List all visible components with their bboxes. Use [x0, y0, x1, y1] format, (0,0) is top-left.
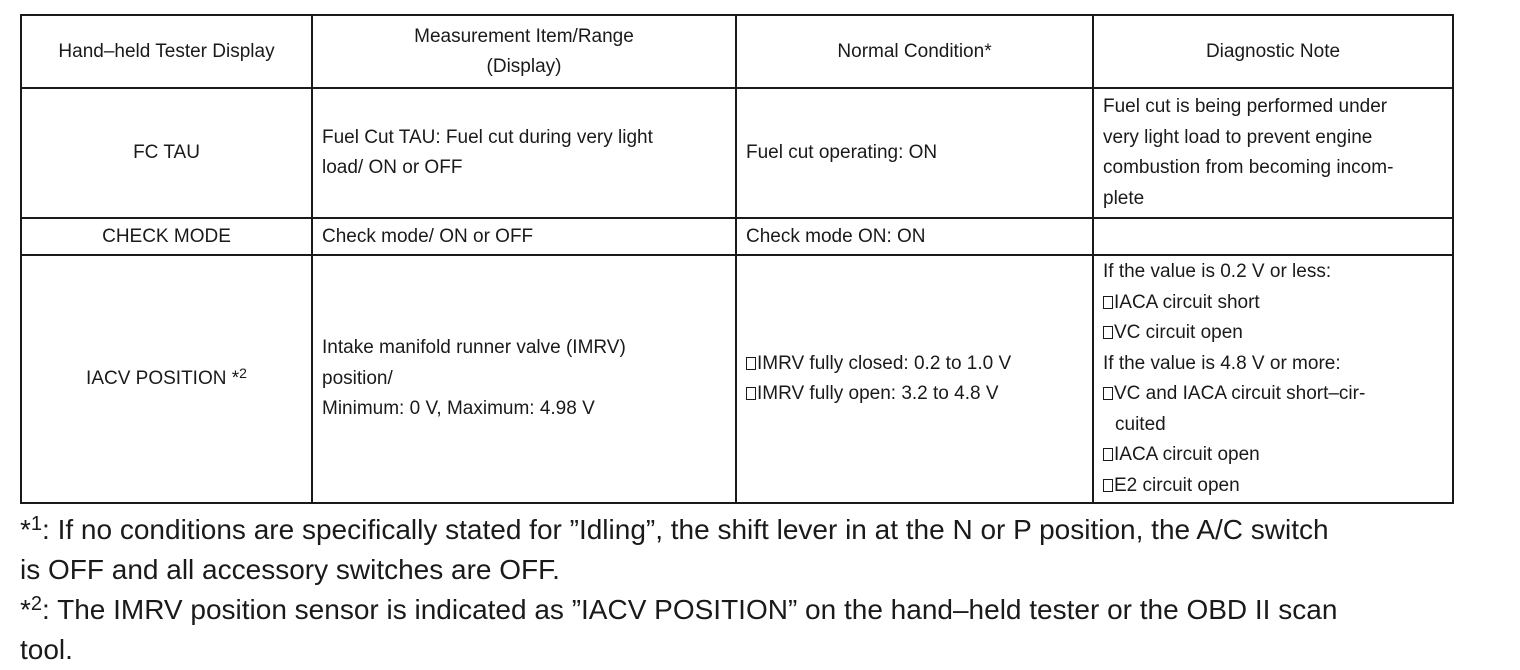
bullet-box-icon: [1103, 387, 1113, 400]
measurement-line: Intake manifold runner valve (IMRV): [322, 337, 626, 359]
cell-measurement: [312, 88, 736, 218]
measurement-line: Minimum: 0 V, Maximum: 4.98 V: [322, 398, 595, 420]
bullet-box-icon: [1103, 326, 1113, 339]
table-row: [21, 88, 1453, 218]
note-line: very light load to prevent engine: [1103, 126, 1373, 148]
footnote-1: [20, 510, 1460, 590]
note-line: IACA circuit short: [1114, 291, 1260, 313]
note-line: IACA circuit open: [1114, 444, 1260, 465]
cell-diagnostic-note: [1093, 255, 1453, 503]
bullet-box-icon: [1103, 448, 1113, 461]
note-line: combustion from becoming incom-: [1103, 157, 1394, 178]
footnote-mark: *: [20, 514, 31, 545]
footnote-text: : If no conditions are specifically stated for ”Idling”, the shift lever in at the N or P position, the A/C switch: [42, 514, 1329, 545]
footnote-mark: *: [20, 594, 31, 625]
measurement-line: Fuel Cut TAU: Fuel cut during very light: [322, 126, 653, 148]
bullet-box-icon: [1103, 296, 1113, 309]
footnote-ref: 2: [239, 364, 247, 381]
note-line: E2 circuit open: [1114, 474, 1240, 496]
footnote-number: 1: [30, 513, 43, 535]
header-tester-display: Hand–held Tester Display: [21, 15, 312, 88]
note-line: cuited: [1115, 413, 1166, 435]
note-line: If the value is 4.8 V or more:: [1103, 352, 1341, 374]
header-normal-condition: Normal Condition*: [736, 15, 1093, 88]
cell-diagnostic-note: [1093, 88, 1453, 218]
bullet-box-icon: [746, 387, 756, 400]
header-measurement-item: [312, 15, 736, 88]
footnote-text: is OFF and all accessory switches are OFF.: [20, 554, 560, 585]
normal-line: IMRV fully open: 3.2 to 4.8 V: [757, 383, 999, 404]
cell-diagnostic-note: [1093, 218, 1453, 255]
note-line: Fuel cut is being performed under: [1103, 96, 1388, 117]
table-row: [21, 218, 1453, 255]
table-header-row: [21, 15, 1453, 88]
cell-display: CHECK MODE: [21, 218, 312, 255]
bullet-box-icon: [1103, 479, 1113, 492]
data-list-table: [20, 14, 1454, 504]
table-row: [21, 255, 1453, 503]
header-measurement-line2: (Display): [486, 55, 562, 77]
note-line: If the value is 0.2 V or less:: [1103, 261, 1332, 282]
cell-normal-condition: [736, 255, 1093, 503]
note-line: VC and IACA circuit short–cir-: [1114, 383, 1366, 404]
cell-display: FC TAU: [21, 88, 312, 218]
cell-normal-condition: Fuel cut operating: ON: [736, 88, 1093, 218]
footnote-number: 2: [30, 593, 43, 615]
note-line: VC circuit open: [1114, 322, 1243, 343]
cell-display: [21, 255, 312, 503]
bullet-box-icon: [746, 357, 756, 370]
header-diagnostic-note: Diagnostic Note: [1093, 15, 1453, 88]
footnote-2: [20, 590, 1460, 670]
measurement-line: position/: [322, 367, 393, 389]
normal-line: IMRV fully closed: 0.2 to 1.0 V: [757, 352, 1012, 374]
note-line: plete: [1103, 187, 1145, 209]
footnote-text: tool.: [20, 634, 73, 665]
cell-measurement: Check mode/ ON or OFF: [312, 218, 736, 255]
footnotes: [20, 510, 1460, 670]
header-measurement-line1: Measurement Item/Range: [414, 25, 634, 47]
measurement-line: load/ ON or OFF: [322, 157, 463, 178]
footnote-text: : The IMRV position sensor is indicated as ”IACV POSITION” on the hand–held tester or the OBD II scan: [42, 594, 1338, 625]
cell-measurement: [312, 255, 736, 503]
cell-normal-condition: Check mode ON: ON: [736, 218, 1093, 255]
display-text: IACV POSITION *: [86, 367, 240, 389]
